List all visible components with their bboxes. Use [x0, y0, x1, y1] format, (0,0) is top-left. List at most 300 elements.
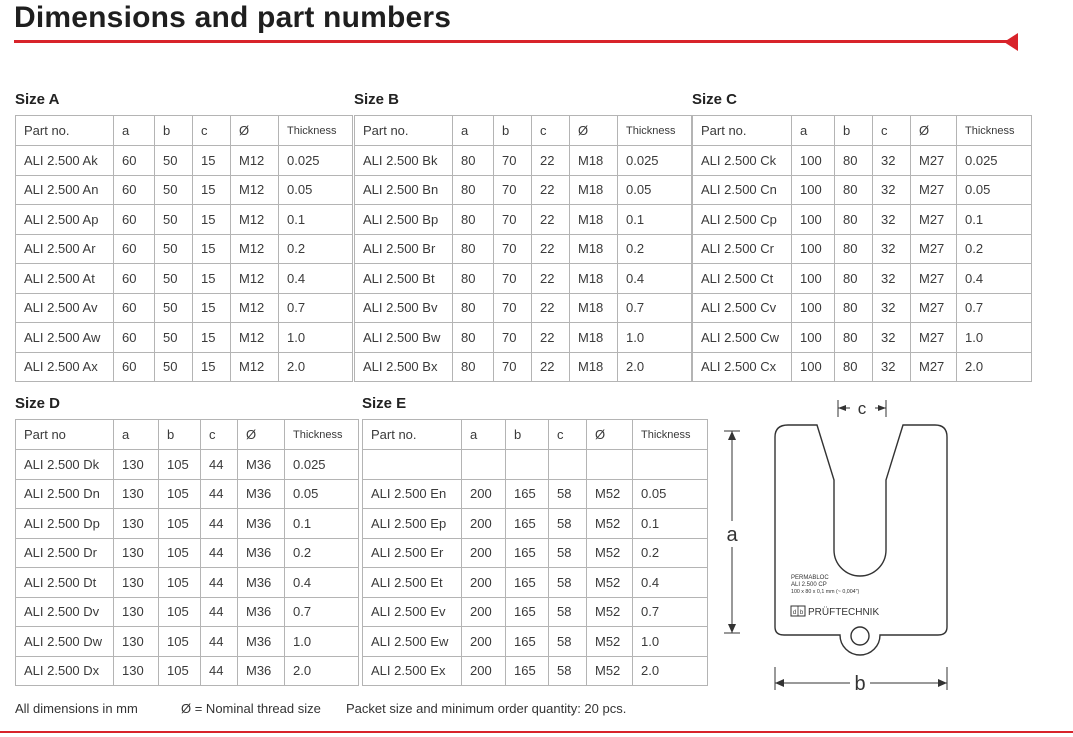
a-cell: 80: [453, 175, 494, 205]
thickness-cell: 0.025: [618, 146, 692, 176]
part-no-cell: ALI 2.500 En: [363, 479, 462, 509]
table-row: [355, 264, 692, 294]
part-no-cell: ALI 2.500 Ax: [16, 352, 114, 382]
header-part-no: Part no: [16, 420, 114, 450]
c-cell: 44: [201, 597, 238, 627]
footer-units: All dimensions in mm: [15, 701, 138, 716]
b-cell: 70: [494, 264, 532, 294]
part-no-cell: ALI 2.500 Dn: [16, 479, 114, 509]
table-row: [693, 352, 1032, 382]
c-cell: 58: [549, 656, 587, 686]
dim-a-arrow-top-icon: [728, 431, 736, 440]
b-cell: 50: [155, 323, 193, 353]
title-arrow-icon: [1004, 33, 1018, 51]
table-header-row: [355, 116, 692, 146]
a-cell: 60: [114, 175, 155, 205]
thread-cell: M27: [911, 234, 957, 264]
part-no-cell: ALI 2.500 Bw: [355, 323, 453, 353]
a-cell: [462, 450, 506, 480]
thickness-cell: 0.2: [618, 234, 692, 264]
c-cell: 22: [532, 293, 570, 323]
part-no-cell: ALI 2.500 Dx: [16, 656, 114, 686]
c-cell: 32: [873, 205, 911, 235]
a-cell: 100: [792, 264, 835, 294]
table-row: [355, 205, 692, 235]
b-cell: 70: [494, 323, 532, 353]
thread-cell: M12: [231, 293, 279, 323]
part-no-cell: ALI 2.500 Cn: [693, 175, 792, 205]
b-cell: 80: [835, 264, 873, 294]
thickness-cell: 0.1: [957, 205, 1032, 235]
a-cell: 130: [114, 656, 159, 686]
thread-cell: M12: [231, 264, 279, 294]
header-c: c: [532, 116, 570, 146]
c-cell: 58: [549, 509, 587, 539]
thread-cell: M36: [238, 479, 285, 509]
part-no-cell: ALI 2.500 At: [16, 264, 114, 294]
thickness-cell: 1.0: [633, 627, 708, 657]
part-no-cell: ALI 2.500 Bv: [355, 293, 453, 323]
header-b: b: [835, 116, 873, 146]
header-diameter: Ø: [911, 116, 957, 146]
part-no-cell: ALI 2.500 Ew: [363, 627, 462, 657]
size-a-table: [15, 115, 353, 382]
b-cell: 105: [159, 509, 201, 539]
thread-cell: M18: [570, 264, 618, 294]
svg-text:b: b: [799, 610, 804, 616]
c-cell: 32: [873, 323, 911, 353]
part-no-cell: ALI 2.500 Br: [355, 234, 453, 264]
b-cell: [506, 450, 549, 480]
table-row: [16, 264, 353, 294]
part-no-cell: ALI 2.500 An: [16, 175, 114, 205]
header-thickness: Thickness: [285, 420, 359, 450]
b-cell: 50: [155, 264, 193, 294]
thickness-cell: 0.2: [279, 234, 353, 264]
b-cell: 80: [835, 352, 873, 382]
c-cell: 58: [549, 568, 587, 598]
b-cell: 50: [155, 234, 193, 264]
a-cell: 80: [453, 234, 494, 264]
c-cell: 22: [532, 323, 570, 353]
c-cell: 15: [193, 264, 231, 294]
thickness-cell: 0.4: [957, 264, 1032, 294]
part-no-cell: ALI 2.500 Bk: [355, 146, 453, 176]
a-cell: 80: [453, 264, 494, 294]
header-a: a: [792, 116, 835, 146]
b-cell: 50: [155, 175, 193, 205]
thread-cell: [587, 450, 633, 480]
header-part-no: Part no.: [693, 116, 792, 146]
table-header-row: [693, 116, 1032, 146]
table-header-row: [16, 420, 359, 450]
size-a-label: Size A: [15, 91, 60, 108]
table-row: [16, 450, 359, 480]
table-row: [363, 568, 708, 598]
header-c: c: [201, 420, 238, 450]
part-no-cell: ALI 2.500 Cx: [693, 352, 792, 382]
header-thickness: Thickness: [633, 420, 708, 450]
header-part-no: Part no.: [363, 420, 462, 450]
c-cell: 15: [193, 293, 231, 323]
header-a: a: [114, 116, 155, 146]
b-cell: 70: [494, 146, 532, 176]
a-cell: 130: [114, 538, 159, 568]
thickness-cell: 0.7: [618, 293, 692, 323]
thread-cell: M12: [231, 323, 279, 353]
part-no-cell: ALI 2.500 Bx: [355, 352, 453, 382]
c-cell: 44: [201, 538, 238, 568]
table-row: [16, 293, 353, 323]
table-row: [16, 597, 359, 627]
a-cell: 60: [114, 234, 155, 264]
thickness-cell: 0.4: [633, 568, 708, 598]
thickness-cell: 2.0: [285, 656, 359, 686]
part-no-cell: ALI 2.500 Dp: [16, 509, 114, 539]
thickness-cell: 0.2: [957, 234, 1032, 264]
a-cell: 80: [453, 293, 494, 323]
c-cell: 44: [201, 479, 238, 509]
thickness-cell: 0.1: [279, 205, 353, 235]
size-c-label: Size C: [692, 91, 738, 108]
b-cell: 165: [506, 538, 549, 568]
c-cell: 22: [532, 205, 570, 235]
part-no-cell: ALI 2.500 Dr: [16, 538, 114, 568]
c-cell: 44: [201, 627, 238, 657]
a-cell: 200: [462, 597, 506, 627]
part-no-cell: ALI 2.500 Cr: [693, 234, 792, 264]
size-d-table: [15, 419, 359, 686]
dim-b-arrow-left-icon: [775, 679, 784, 687]
a-cell: 60: [114, 205, 155, 235]
part-no-cell: ALI 2.500 Aw: [16, 323, 114, 353]
table-row: [693, 293, 1032, 323]
c-cell: 32: [873, 175, 911, 205]
b-cell: 80: [835, 323, 873, 353]
a-cell: 200: [462, 656, 506, 686]
b-cell: 50: [155, 293, 193, 323]
table-row: [363, 509, 708, 539]
table-row: [363, 479, 708, 509]
dim-b-arrow-right-icon: [938, 679, 947, 687]
b-cell: 105: [159, 568, 201, 598]
thread-cell: M18: [570, 146, 618, 176]
thickness-cell: 0.7: [279, 293, 353, 323]
part-no-cell: ALI 2.500 Ev: [363, 597, 462, 627]
thickness-cell: 0.1: [618, 205, 692, 235]
c-cell: 32: [873, 234, 911, 264]
dim-c-arrow-right-icon: [878, 405, 886, 411]
thread-cell: M27: [911, 323, 957, 353]
table-row: [363, 450, 708, 480]
a-cell: 80: [453, 146, 494, 176]
c-cell: 22: [532, 175, 570, 205]
table-row: [355, 175, 692, 205]
part-no-cell: ALI 2.500 Dt: [16, 568, 114, 598]
thickness-cell: 2.0: [279, 352, 353, 382]
part-no-cell: ALI 2.500 Av: [16, 293, 114, 323]
part-no-cell: ALI 2.500 Dw: [16, 627, 114, 657]
table-row: [16, 234, 353, 264]
thread-cell: M52: [587, 509, 633, 539]
dim-a-label: a: [726, 524, 738, 546]
table-row: [16, 568, 359, 598]
table-row: [16, 538, 359, 568]
table-row: [16, 656, 359, 686]
table-header-row: [16, 116, 353, 146]
a-cell: 60: [114, 264, 155, 294]
b-cell: 80: [835, 205, 873, 235]
thickness-cell: 0.05: [618, 175, 692, 205]
a-cell: 130: [114, 568, 159, 598]
table-row: [693, 205, 1032, 235]
b-cell: 70: [494, 205, 532, 235]
c-cell: 58: [549, 479, 587, 509]
dim-a-arrow-bottom-icon: [728, 624, 736, 633]
size-e-label: Size E: [362, 395, 407, 412]
c-cell: 44: [201, 568, 238, 598]
thread-cell: M18: [570, 323, 618, 353]
part-no-cell: ALI 2.500 Ak: [16, 146, 114, 176]
part-no-cell: ALI 2.500 Bt: [355, 264, 453, 294]
shim-label-line2: ALI 2.500 CP: [791, 582, 827, 588]
table-header-row: [363, 420, 708, 450]
shim-label-line3: 100 x 80 x 0,1 mm (~ 0,004"): [791, 589, 860, 595]
thread-cell: M12: [231, 146, 279, 176]
shim-label-line1: PERMABLOC: [791, 575, 829, 581]
thread-cell: M36: [238, 597, 285, 627]
table-row: [693, 323, 1032, 353]
thickness-cell: 0.025: [279, 146, 353, 176]
thread-cell: M27: [911, 146, 957, 176]
table-row: [355, 146, 692, 176]
table-row: [16, 323, 353, 353]
table-row: [16, 175, 353, 205]
thread-cell: M52: [587, 597, 633, 627]
shim-brand: PRÜFTECHNIK: [808, 607, 880, 618]
table-row: [693, 264, 1032, 294]
a-cell: 80: [453, 205, 494, 235]
thread-cell: M12: [231, 205, 279, 235]
c-cell: 15: [193, 175, 231, 205]
dim-b-label: b: [854, 673, 866, 695]
table-row: [355, 323, 692, 353]
thickness-cell: 0.1: [285, 509, 359, 539]
header-part-no: Part no.: [16, 116, 114, 146]
b-cell: 80: [835, 234, 873, 264]
a-cell: 130: [114, 627, 159, 657]
footer-thread: Ø = Nominal thread size: [181, 701, 321, 716]
header-thickness: Thickness: [957, 116, 1032, 146]
part-no-cell: ALI 2.500 Ar: [16, 234, 114, 264]
table-row: [16, 146, 353, 176]
c-cell: 22: [532, 146, 570, 176]
thread-cell: M52: [587, 568, 633, 598]
b-cell: 105: [159, 597, 201, 627]
header-thickness: Thickness: [279, 116, 353, 146]
table-row: [16, 352, 353, 382]
part-no-cell: ALI 2.500 Ap: [16, 205, 114, 235]
thread-cell: M52: [587, 538, 633, 568]
table-row: [16, 627, 359, 657]
table-row: [363, 597, 708, 627]
thickness-cell: 0.4: [618, 264, 692, 294]
c-cell: 32: [873, 146, 911, 176]
b-cell: 50: [155, 205, 193, 235]
b-cell: 165: [506, 568, 549, 598]
b-cell: 105: [159, 538, 201, 568]
c-cell: 15: [193, 323, 231, 353]
dim-c-arrow-left-icon: [838, 405, 846, 411]
thickness-cell: 0.7: [957, 293, 1032, 323]
header-diameter: Ø: [587, 420, 633, 450]
thickness-cell: 1.0: [618, 323, 692, 353]
a-cell: 100: [792, 352, 835, 382]
a-cell: 200: [462, 538, 506, 568]
b-cell: 165: [506, 479, 549, 509]
table-row: [355, 293, 692, 323]
thread-cell: M36: [238, 509, 285, 539]
thickness-cell: 0.05: [633, 479, 708, 509]
table-row: [16, 509, 359, 539]
header-part-no: Part no.: [355, 116, 453, 146]
thread-cell: M36: [238, 627, 285, 657]
part-no-cell: ALI 2.500 Dk: [16, 450, 114, 480]
thickness-cell: 0.05: [285, 479, 359, 509]
part-no-cell: ALI 2.500 Er: [363, 538, 462, 568]
part-no-cell: ALI 2.500 Cv: [693, 293, 792, 323]
b-cell: 105: [159, 656, 201, 686]
svg-text:d: d: [792, 610, 797, 616]
a-cell: 130: [114, 450, 159, 480]
part-no-cell: ALI 2.500 Ck: [693, 146, 792, 176]
a-cell: 200: [462, 627, 506, 657]
c-cell: 15: [193, 146, 231, 176]
c-cell: 32: [873, 293, 911, 323]
c-cell: 58: [549, 627, 587, 657]
header-diameter: Ø: [238, 420, 285, 450]
header-b: b: [506, 420, 549, 450]
c-cell: [549, 450, 587, 480]
thickness-cell: 0.2: [285, 538, 359, 568]
thickness-cell: 0.4: [279, 264, 353, 294]
part-no-cell: ALI 2.500 Cp: [693, 205, 792, 235]
footer-packet: Packet size and minimum order quantity: 20 pcs.: [346, 701, 627, 716]
thread-cell: M52: [587, 627, 633, 657]
a-cell: 80: [453, 352, 494, 382]
table-row: [16, 205, 353, 235]
part-no-cell: ALI 2.500 Dv: [16, 597, 114, 627]
header-a: a: [462, 420, 506, 450]
page-title: Dimensions and part numbers: [14, 1, 452, 34]
thickness-cell: 0.025: [957, 146, 1032, 176]
part-no-cell: ALI 2.500 Cw: [693, 323, 792, 353]
b-cell: 165: [506, 656, 549, 686]
b-cell: 50: [155, 352, 193, 382]
a-cell: 100: [792, 323, 835, 353]
header-a: a: [453, 116, 494, 146]
size-e-table: [362, 419, 708, 686]
b-cell: 165: [506, 597, 549, 627]
thread-cell: M36: [238, 538, 285, 568]
b-cell: 105: [159, 627, 201, 657]
thickness-cell: 1.0: [957, 323, 1032, 353]
c-cell: 22: [532, 234, 570, 264]
thickness-cell: 0.05: [957, 175, 1032, 205]
thread-cell: M18: [570, 175, 618, 205]
thread-cell: M18: [570, 352, 618, 382]
table-row: [355, 234, 692, 264]
header-b: b: [159, 420, 201, 450]
c-cell: 44: [201, 450, 238, 480]
thread-cell: M52: [587, 479, 633, 509]
thread-cell: M27: [911, 293, 957, 323]
c-cell: 58: [549, 597, 587, 627]
dim-c-label: c: [857, 399, 867, 418]
table-row: [363, 656, 708, 686]
a-cell: 100: [792, 146, 835, 176]
size-d-label: Size D: [15, 395, 61, 412]
table-row: [693, 234, 1032, 264]
header-c: c: [549, 420, 587, 450]
thread-cell: M12: [231, 175, 279, 205]
thread-cell: M18: [570, 293, 618, 323]
thread-cell: M12: [231, 352, 279, 382]
b-cell: 165: [506, 627, 549, 657]
thread-cell: M27: [911, 352, 957, 382]
b-cell: 80: [835, 146, 873, 176]
part-no-cell: ALI 2.500 Bn: [355, 175, 453, 205]
a-cell: 200: [462, 568, 506, 598]
table-row: [363, 538, 708, 568]
a-cell: 200: [462, 509, 506, 539]
table-row: [363, 627, 708, 657]
thickness-cell: 0.7: [285, 597, 359, 627]
b-cell: 105: [159, 479, 201, 509]
thread-cell: M18: [570, 234, 618, 264]
thickness-cell: 0.7: [633, 597, 708, 627]
c-cell: 32: [873, 264, 911, 294]
thread-cell: M27: [911, 205, 957, 235]
thickness-cell: 0.025: [285, 450, 359, 480]
thread-cell: M36: [238, 450, 285, 480]
title-rule: [14, 40, 1008, 43]
c-cell: 15: [193, 352, 231, 382]
c-cell: 58: [549, 538, 587, 568]
header-c: c: [193, 116, 231, 146]
size-b-label: Size B: [354, 91, 400, 108]
c-cell: 44: [201, 509, 238, 539]
header-b: b: [494, 116, 532, 146]
header-a: a: [114, 420, 159, 450]
pruftechnik-logo-icon: [791, 606, 805, 616]
a-cell: 60: [114, 293, 155, 323]
header-diameter: Ø: [231, 116, 279, 146]
table-row: [16, 479, 359, 509]
table-row: [693, 146, 1032, 176]
thickness-cell: 1.0: [285, 627, 359, 657]
thickness-cell: 0.4: [285, 568, 359, 598]
header-c: c: [873, 116, 911, 146]
a-cell: 60: [114, 146, 155, 176]
a-cell: 100: [792, 234, 835, 264]
b-cell: 105: [159, 450, 201, 480]
thickness-cell: 2.0: [633, 656, 708, 686]
a-cell: 130: [114, 597, 159, 627]
c-cell: 15: [193, 205, 231, 235]
c-cell: 22: [532, 352, 570, 382]
shim-outline: [775, 425, 947, 655]
